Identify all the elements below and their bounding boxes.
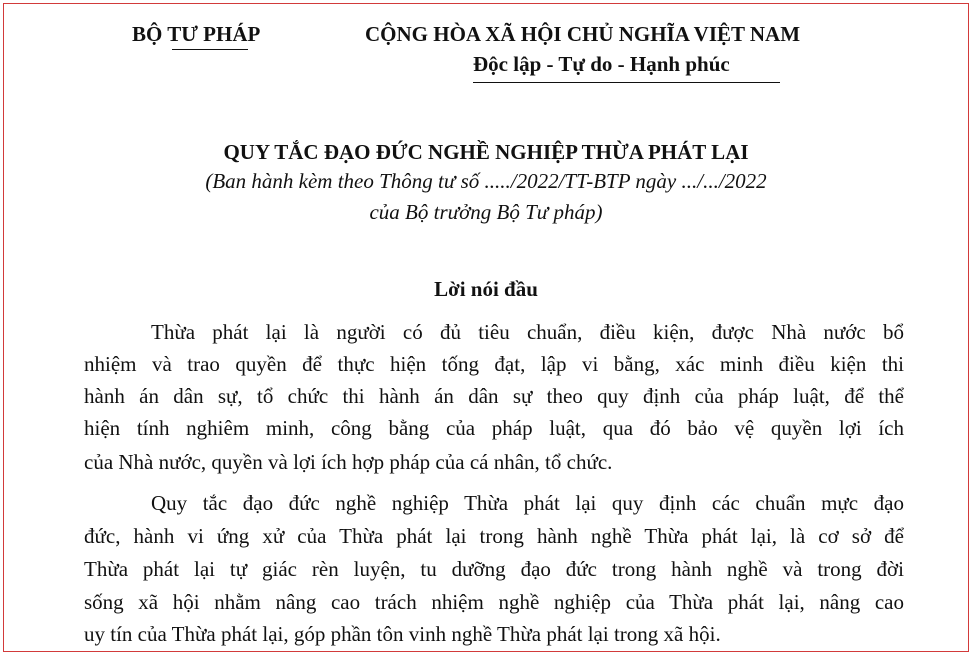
issuing-ministry: BỘ TƯ PHÁP (132, 22, 261, 46)
document-title: QUY TẮC ĐẠO ĐỨC NGHỀ NGHIỆP THỪA PHÁT LẠI (223, 140, 749, 164)
paragraph-line: nhiệm và trao quyền để thực hiện tống đạt, lập vi bằng, xác minh điều kiện thi (84, 352, 904, 376)
document-subtitle-line2: của Bộ trưởng Bộ Tư pháp) (369, 200, 603, 224)
national-title: CỘNG HÒA XÃ HỘI CHỦ NGHĨA VIỆT NAM (365, 22, 801, 46)
national-motto: Độc lập - Tự do - Hạnh phúc (473, 52, 730, 76)
paragraph-line: Thừa phát lại là người có đủ tiêu chuẩn, điều kiện, được Nhà nước bổ (151, 320, 904, 344)
paragraph-line: của Nhà nước, quyền và lợi ích hợp pháp của cá nhân, tổ chức. (84, 450, 613, 474)
paragraph-line: Quy tắc đạo đức nghề nghiệp Thừa phát lại quy định các chuẩn mực đạo (151, 491, 904, 515)
motto-underline (473, 82, 780, 83)
document-page (3, 3, 969, 652)
paragraph-line: sống xã hội nhằm nâng cao trách nhiệm nghề nghiệp của Thừa phát lại, nâng cao (84, 590, 904, 614)
paragraph-line: uy tín của Thừa phát lại, góp phần tôn vinh nghề Thừa phát lại trong xã hội. (84, 622, 721, 646)
document-subtitle-line1: (Ban hành kèm theo Thông tư số ...../2022/TT-BTP ngày .../.../2022 (205, 169, 767, 193)
section-heading: Lời nói đầu (434, 277, 538, 301)
paragraph-line: hiện tính nghiêm minh, công bằng của pháp luật, qua đó bảo vệ quyền lợi ích (84, 416, 904, 440)
paragraph-line: hành án dân sự, tổ chức thi hành án dân sự theo quy định của pháp luật, để thể (84, 384, 904, 408)
ministry-underline (172, 49, 248, 50)
paragraph-line: Thừa phát lại tự giác rèn luyện, tu dưỡng đạo đức trong hành nghề và trong đời (84, 557, 904, 581)
paragraph-line: đức, hành vi ứng xử của Thừa phát lại trong hành nghề Thừa phát lại, là cơ sở để (84, 524, 904, 548)
